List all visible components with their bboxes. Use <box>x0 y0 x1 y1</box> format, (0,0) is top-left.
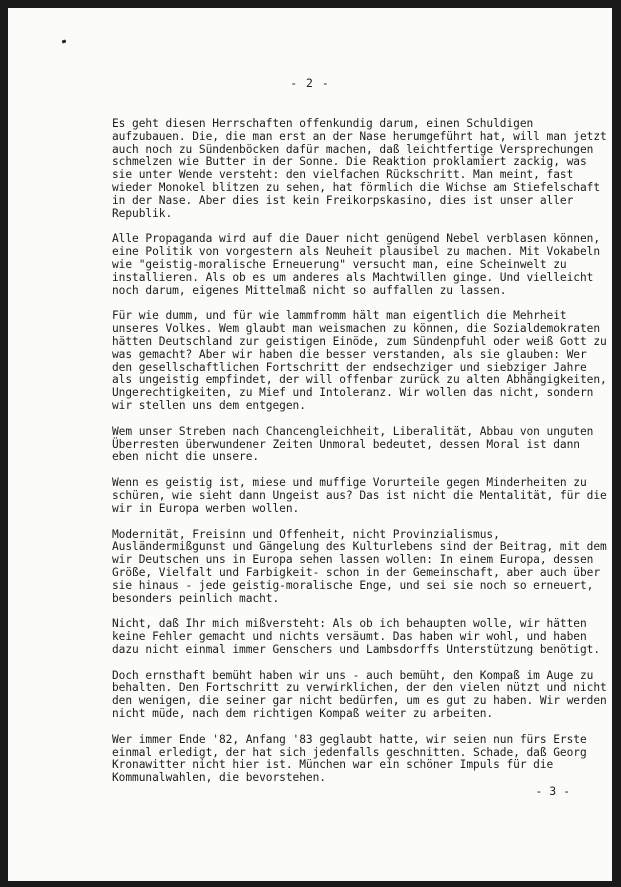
next-page-marker: - 3 - <box>535 784 570 798</box>
document-body <box>112 118 612 798</box>
paragraph-7: Nicht, daß Ihr mich mißversteht: Als ob ich behaupten wolle, wir hätten keine Fehler gemacht und nichts versäumt. Das haben wir wohl, und haben dazu nicht einmal immer Genschers und Lambsdorffs Unterstützung benötigt. <box>112 617 601 656</box>
paragraph-5: Wenn es geistig ist, miese und muffige Vorurteile gegen Minderheiten zu schüren, wie sieht dann Ungeist aus? Das ist nicht die Mentalität, für die wir in Europa werben wollen. <box>112 476 607 515</box>
paragraph-4: Wem unser Streben nach Chancengleichheit, Liberalität, Abbau von unguten Überresten überwundener Zeiten Unmoral bedeutet, dessen Moral ist dann eben nicht die unsere. <box>112 424 594 464</box>
paragraph-2: Alle Propaganda wird auf die Dauer nicht genügend Nebel verblasen können, eine Politik von vorgestern als Neuheit plausibel zu machen. Mit Vokabeln wie "geistig-moralische Erneuerung" versucht man, eine Scheinwelt zu installieren. Als ob es um anderes als Machtwillen ginge. Und vielleicht noch darum, eigenes Mittelmaß nicht so auffallen zu lassen. <box>112 232 601 297</box>
scan-speck <box>62 39 67 43</box>
paragraph-8: Doch ernsthaft bemüht haben wir uns - auch bemüht, den Kompaß im Auge zu behalten. Den Fortschritt zu verwirklichen, der den vielen nützt und nicht den wenigen, die seiner gar nicht bedürfen, um es gut zu haben. Wir werden nicht müde, nach dem richtigen Kompaß weiter zu arbeiten. <box>112 668 607 721</box>
page-number: - 2 - <box>290 76 330 90</box>
paragraph-9: Wer immer Ende '82, Anfang '83 geglaubt hatte, wir seien nun fürs Erste einmal erledigt, der hat sich jedenfalls geschnitten. Schade, daß Georg Kronawitter nicht hier ist. München war ein schöner Impuls für die Kommunalwahlen, die bevorstehen. <box>112 732 587 785</box>
paragraph-3: Für wie dumm, und für wie lammfromm hält man eigentlich die Mehrheit unseres Volkes. Wem glaubt man weismachen zu können, die Sozialdemokraten hätten Deutschland zur geistigen Einöde, zum Sündenpfuhl oder weiß Gott zu was gemacht? Aber wir haben die besser verstanden, als sie glauben: Wer den gesellschaftlichen Fortschritt der endsechziger und siebziger Jahre als ungeistig empfindet, der will offenbar zurück zu alten Abhängigkeiten, Ungerechtigkeiten, zu Mief und Intoleranz. Wir wollen das nicht, sondern wir stellen uns dem entgegen. <box>112 309 607 412</box>
document-page <box>8 8 612 881</box>
paragraph-6: Modernität, Freisinn und Offenheit, nicht Provinzialismus, Ausländermißgunst und Gängelung des Kulturlebens sind der Beitrag, mit dem wir Deutschen uns in Europa sehen lassen wollen: In einem Europa, dessen Größe, Vielfalt und Farbigkeit- schon in der Gemeinschaft, aber auch über sie hinaus - jede geistig-moralische Enge, und sei sie noch so erneuert, besonders peinlich macht. <box>112 527 607 605</box>
paragraph-1: Es geht diesen Herrschaften offenkundig darum, einen Schuldigen aufzubauen. Die, die man erst an der Nase herumgeführt hat, will man jetzt auch noch zu Sündenböcken dafür machen, daß leichtfertige Versprechungen schmelzen wie Butter in der Sonne. Die Reaktion proklamiert zackig, was sie unter Wende versteht: den vielfachen Rückschritt. Man meint, fast wieder Monokel blitzen zu sehen, hat förmlich die Wichse am Stiefelschaft in der Nase. Aber dies ist kein Freikorpskasino, dies ist unser aller Republik. <box>112 117 607 220</box>
